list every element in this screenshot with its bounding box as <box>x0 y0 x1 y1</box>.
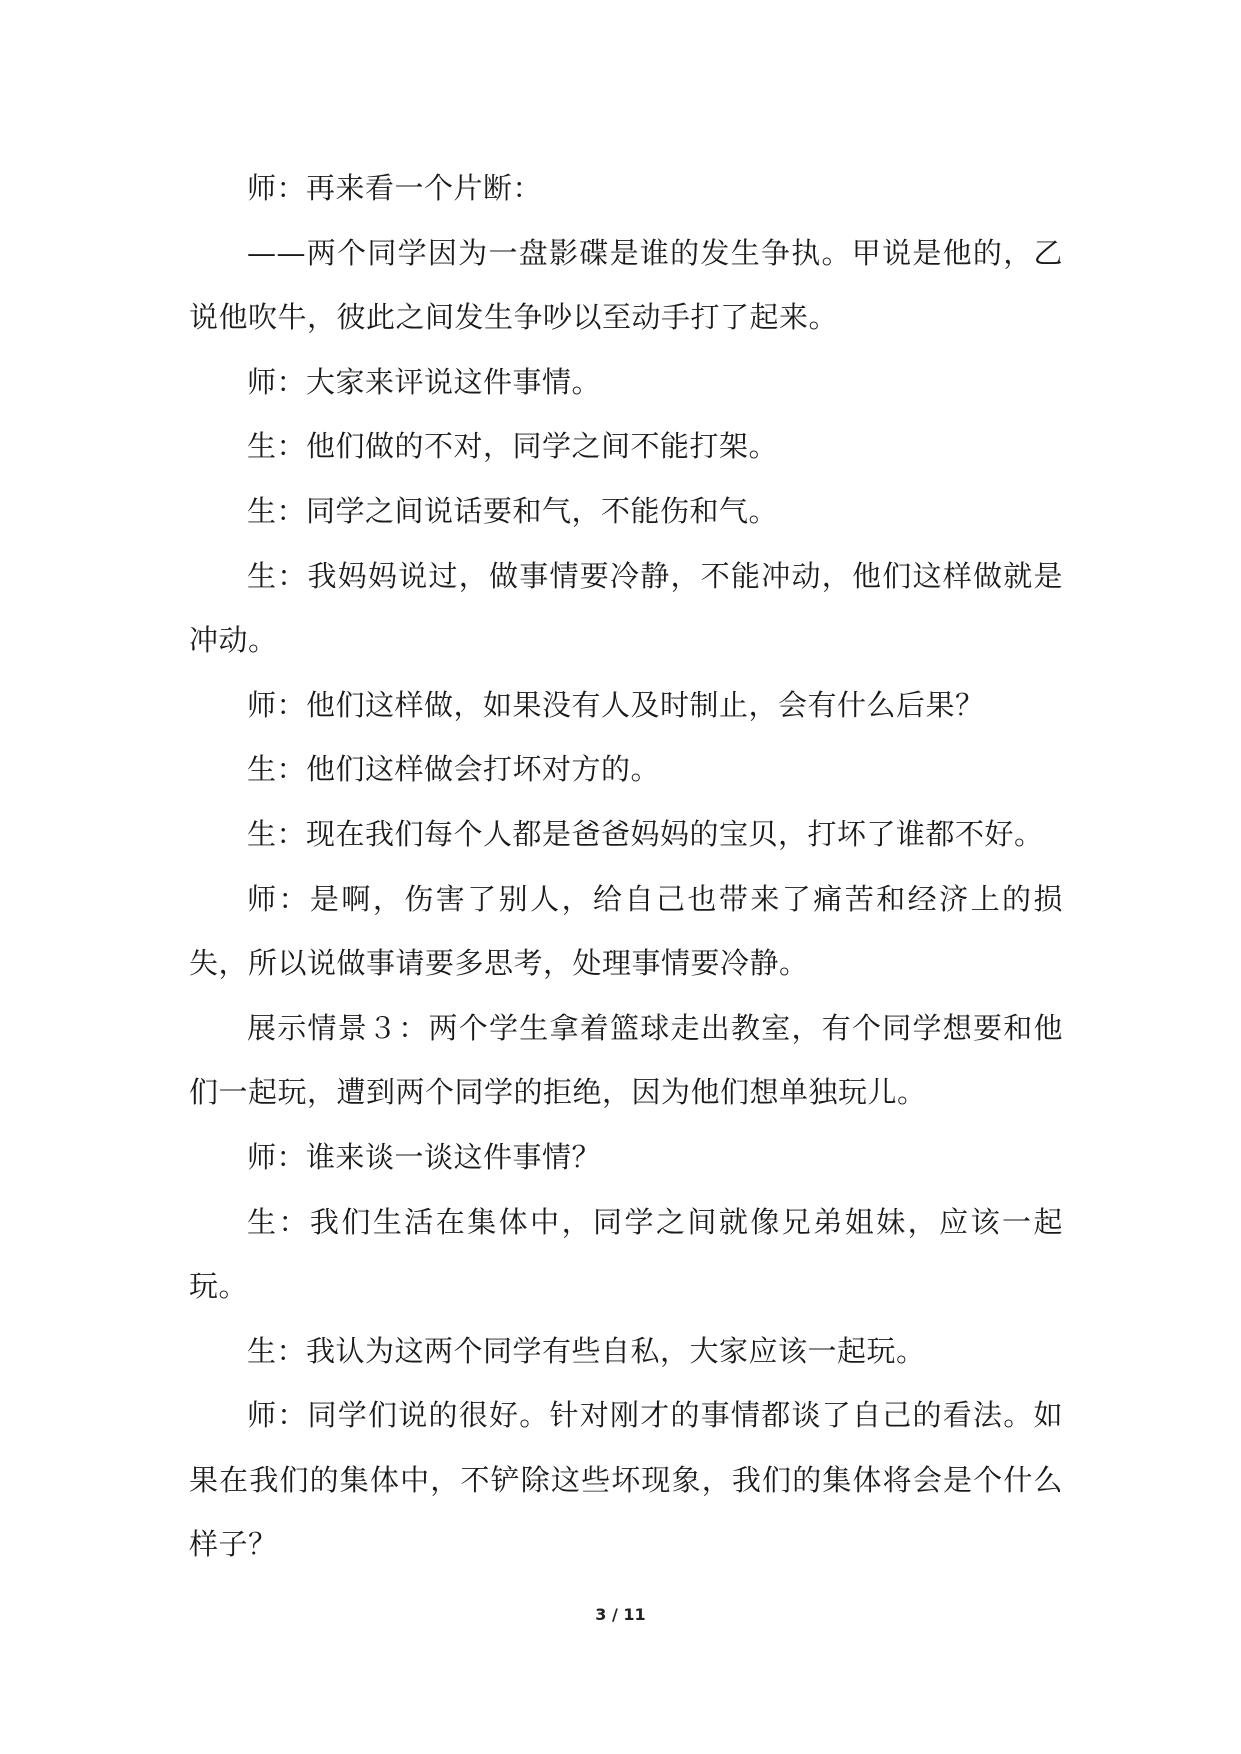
paragraph: ——两个同学因为一盘影碟是谁的发生争执。甲说是他的，乙说他吹牛，彼此之间发生争吵以至动手打了起来。 <box>189 235 1063 335</box>
page-number: 3 / 11 <box>595 1605 646 1624</box>
paragraph: 师：同学们说的很好。针对刚才的事情都谈了自己的看法。如果在我们的集体中，不铲除这些坏现象，我们的集体将会是个什么样子？ <box>189 1398 1063 1562</box>
paragraph: 师：他们这样做，如果没有人及时制止，会有什么后果？ <box>247 687 985 722</box>
paragraph: 师：再来看一个片断： <box>247 171 543 205</box>
paragraph: 师：是啊，伤害了别人，给自己也带来了痛苦和经济上的损失，所以说做事请要多思考，处理事情要冷静。 <box>189 881 1063 981</box>
paragraph: 生：我妈妈说过，做事情要冷静，不能冲动，他们这样做就是冲动。 <box>189 558 1063 658</box>
paragraph: 师：大家来评说这件事情。 <box>247 364 602 399</box>
paragraph: 生：我们生活在集体中，同学之间就像兄弟姐妹，应该一起玩。 <box>189 1204 1063 1304</box>
paragraph: 生：现在我们每个人都是爸爸妈妈的宝贝，打坏了谁都不好。 <box>247 816 1044 851</box>
paragraph: 展示情景３：两个学生拿着篮球走出教室，有个同学想要和他们一起玩，遭到两个同学的拒绝，因为他们想单独玩儿。 <box>189 1010 1063 1110</box>
document-body <box>189 156 1063 1577</box>
paragraph: 师：谁来谈一谈这件事情？ <box>247 1139 602 1174</box>
paragraph: 生：我认为这两个同学有些自私，大家应该一起玩。 <box>247 1333 926 1368</box>
paragraph: 生：他们这样做会打坏对方的。 <box>247 752 661 787</box>
paragraph: 生：同学之间说话要和气，不能伤和气。 <box>247 493 779 528</box>
paragraph: 生：他们做的不对，同学之间不能打架。 <box>247 429 779 464</box>
